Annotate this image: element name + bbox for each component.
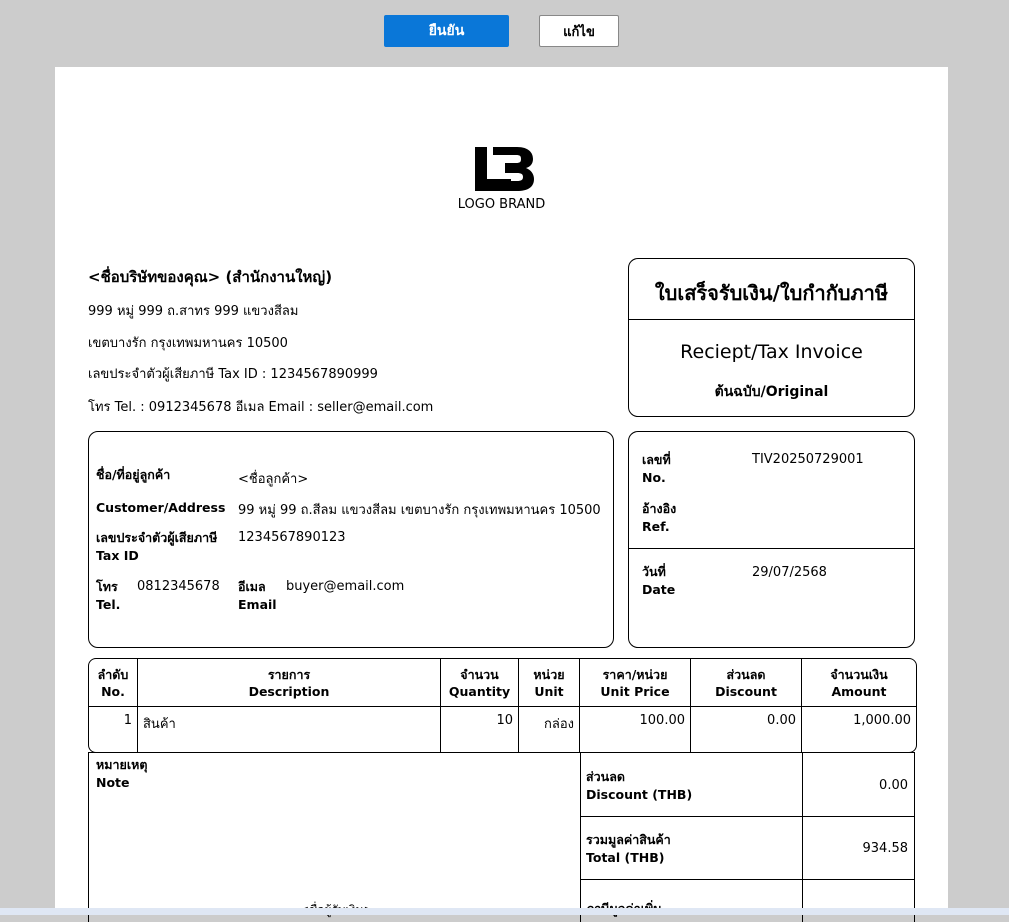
items-table: [88, 658, 917, 753]
edit-button[interactable]: แก้ไข: [539, 15, 619, 47]
doc-date-label-en: Date: [642, 582, 676, 597]
header-no: ลำดับ No.: [89, 659, 138, 707]
doc-no-label-en: No.: [642, 470, 666, 485]
header-unit: หน่วย Unit: [519, 659, 580, 707]
customer-address-label: Customer/Address: [96, 500, 226, 515]
seller-address-line2: เขตบางรัก กรุงเทพมหานคร 10500: [88, 336, 288, 351]
row-quantity: 10: [441, 707, 519, 752]
customer-tel-label-th: โทร: [96, 579, 118, 594]
customer-tax-label-th: เลขประจำตัวผู้เสียภาษี: [96, 530, 218, 545]
confirm-button[interactable]: ยืนยัน: [384, 15, 509, 47]
customer-name-label: ชื่อ/ที่อยู่ลูกค้า: [96, 467, 171, 482]
doc-date-label-th: วันที่: [642, 564, 666, 579]
doc-date-value: 29/07/2568: [752, 565, 827, 580]
row-amount: 1,000.00: [853, 713, 911, 728]
summary-discount-label-th: ส่วนลด: [586, 769, 625, 784]
customer-tel-value: 0812345678: [137, 579, 220, 594]
logo-text: LOGO BRAND: [457, 197, 546, 212]
doc-no-label-th: เลขที่: [642, 452, 671, 467]
taskbar: [0, 908, 1009, 915]
seller-name: <ชื่อบริษัทของคุณ> (สำนักงานใหญ่): [88, 268, 333, 286]
customer-tel-label-en: Tel.: [96, 597, 121, 612]
doc-ref-label-en: Ref.: [642, 519, 670, 534]
customer-name-value: <ชื่อลูกค้า>: [238, 472, 309, 487]
summary-row-divider: [580, 879, 914, 880]
summary-total-label-th: รวมมูลค่าสินค้า: [586, 832, 671, 847]
brand-logo-icon: [471, 143, 541, 195]
copy-type-label: ต้นฉบับ/Original: [714, 384, 829, 400]
table-row: [89, 707, 916, 752]
customer-email-value: buyer@email.com: [286, 579, 405, 594]
items-header-row: [89, 659, 916, 707]
customer-tax-value: 1234567890123: [238, 530, 346, 545]
header-description: รายการ Description: [138, 659, 441, 707]
row-unit: กล่อง: [519, 707, 580, 752]
seller-contact: โทร Tel. : 0912345678 อีเมล Email : seller@email.com: [88, 400, 434, 415]
doc-no-value: TIV20250729001: [752, 452, 864, 467]
title-thai: ใบเสร็จรับเงิน/ใบกำกับภาษี: [654, 281, 889, 305]
header-unit-price: ราคา/หน่วย Unit Price: [580, 659, 691, 707]
title-divider: [629, 319, 914, 320]
doc-divider: [629, 548, 914, 549]
summary-discount-label-en: Discount (THB): [586, 787, 693, 802]
summary-total-label-en: Total (THB): [586, 850, 665, 865]
note-label-th: หมายเหตุ: [96, 757, 148, 772]
customer-email-label-en: Email: [238, 597, 277, 612]
document-info-box: [628, 431, 915, 648]
document-title-box: [628, 258, 915, 417]
summary-section: [88, 752, 915, 922]
customer-address-value: 99 หมู่ 99 ถ.สีลม แขวงสีลม เขตบางรัก กรุงเทพมหานคร 10500: [238, 503, 601, 518]
customer-email-label-th: อีเมล: [238, 579, 266, 594]
header-discount: ส่วนลด Discount: [691, 659, 802, 707]
header-quantity: จำนวน Quantity: [441, 659, 519, 707]
summary-value-divider: [802, 753, 803, 922]
doc-ref-label-th: อ้างอิง: [642, 501, 677, 516]
row-unit-price: 100.00: [580, 707, 691, 752]
row-no: 1: [89, 707, 138, 752]
header-amount: จำนวนเงิน Amount: [802, 659, 916, 707]
summary-discount-value: 0.00: [879, 778, 908, 793]
row-discount: 0.00: [691, 707, 802, 752]
row-description: สินค้า: [138, 707, 441, 752]
seller-address-line1: 999 หมู่ 999 ถ.สาทร 999 แขวงสีลม: [88, 304, 299, 319]
summary-row-divider: [580, 816, 914, 817]
note-label-en: Note: [96, 775, 130, 790]
title-english: Reciept/Tax Invoice: [680, 341, 863, 363]
customer-info-box: [88, 431, 614, 648]
summary-total-value: 934.58: [862, 841, 908, 856]
seller-tax-id: เลขประจำตัวผู้เสียภาษี Tax ID : 1234567890999: [88, 367, 378, 382]
customer-tax-label-en: Tax ID: [96, 548, 139, 563]
note-divider: [580, 753, 581, 922]
